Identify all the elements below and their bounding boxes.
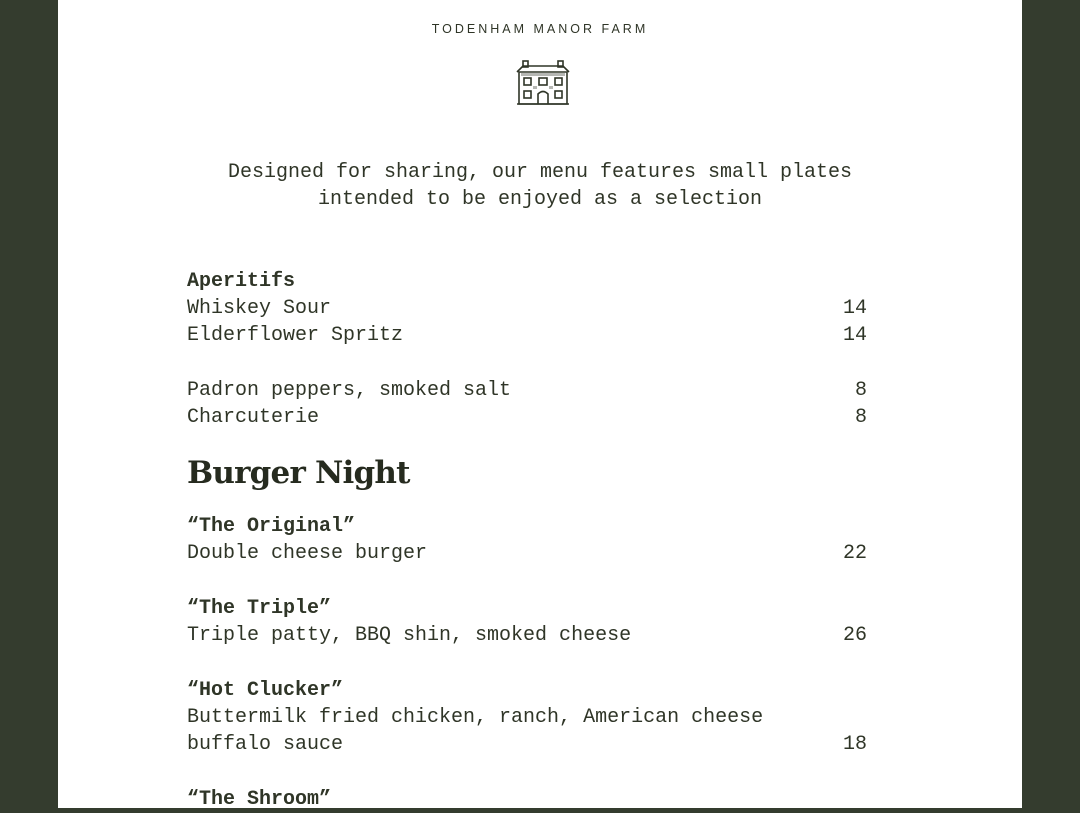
item-price: 22 xyxy=(842,542,867,565)
burger-title: “Hot Clucker” xyxy=(187,679,344,702)
burger-title: “The Original” xyxy=(187,515,356,538)
menu-item xyxy=(187,404,867,431)
menu-page xyxy=(58,0,1022,811)
item-price: 8 xyxy=(854,406,867,429)
item-description: buffalo sauce xyxy=(187,733,344,756)
item-name: Whiskey Sour xyxy=(187,297,332,320)
item-price: 26 xyxy=(842,624,867,647)
item-price: 14 xyxy=(842,297,867,320)
item-description: Buttermilk fried chicken, ranch, American cheese xyxy=(187,706,764,729)
item-name: Charcuterie xyxy=(187,406,320,429)
burger-title: “The Triple” xyxy=(187,597,332,620)
intro-line-2: intended to be enjoyed as a selection xyxy=(317,188,763,211)
menu-item xyxy=(187,731,867,758)
item-price: 8 xyxy=(854,379,867,402)
item-name: Elderflower Spritz xyxy=(187,324,404,347)
menu-item xyxy=(187,377,867,404)
intro-line-1: Designed for sharing, our menu features small plates xyxy=(227,161,853,184)
item-description: Triple patty, BBQ shin, smoked cheese xyxy=(187,624,632,647)
brand-name: TODENHAM MANOR FARM xyxy=(431,22,649,36)
intro-text xyxy=(58,159,1022,213)
menu-item xyxy=(187,322,867,349)
menu-item xyxy=(187,540,867,567)
section-heading-burger-night: Burger Night xyxy=(187,455,410,491)
item-price: 14 xyxy=(842,324,867,347)
menu-item xyxy=(187,295,867,322)
item-description: Double cheese burger xyxy=(187,542,428,565)
farmhouse-icon xyxy=(515,58,571,108)
menu-item xyxy=(187,622,867,649)
menu-item xyxy=(187,704,867,731)
section-heading-aperitifs: Aperitifs xyxy=(187,270,296,293)
burger-title: “The Shroom” xyxy=(187,788,332,811)
item-name: Padron peppers, smoked salt xyxy=(187,379,512,402)
item-price: 18 xyxy=(842,733,867,756)
